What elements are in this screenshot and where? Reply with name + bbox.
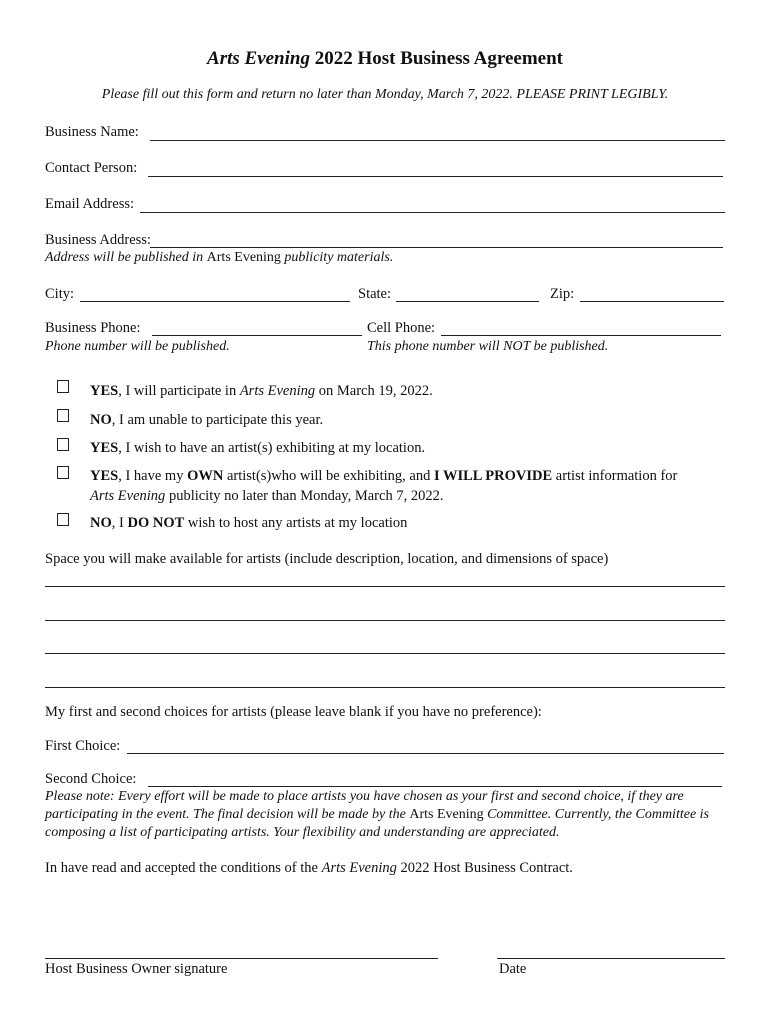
signature-line[interactable]	[45, 958, 438, 959]
opt5-bold1: NO	[90, 515, 112, 531]
placement-note	[45, 788, 725, 842]
option-label-2	[90, 412, 323, 429]
option-checkbox-4[interactable]	[57, 466, 69, 479]
business-address-field[interactable]	[150, 247, 723, 248]
opt4-italic: Arts Evening	[90, 488, 166, 504]
option-label-1	[90, 383, 433, 400]
opt1-bold: YES	[90, 383, 119, 399]
opt1-italic: Arts Evening	[239, 383, 316, 399]
space-line-2[interactable]	[45, 620, 725, 621]
acceptance-statement	[45, 860, 573, 877]
option-checkbox-3[interactable]	[57, 438, 69, 451]
opt4-text2: artist(s)who will be exhibiting, and	[223, 468, 434, 484]
title-rest: 2022 Host Business Agreement	[309, 48, 563, 69]
opt4-bold3: I WILL PROVIDE	[433, 468, 553, 484]
option-checkbox-1[interactable]	[57, 380, 69, 393]
cell-phone-field[interactable]	[441, 335, 721, 336]
state-field[interactable]	[396, 301, 539, 302]
business-address-label: Business Address:	[45, 232, 151, 248]
second-choice-field[interactable]	[148, 786, 722, 787]
business-phone-note: Phone number will be published.	[45, 339, 230, 354]
opt2-bold: NO	[90, 412, 112, 428]
city-label: City:	[45, 286, 75, 302]
opt4-text4: publicity no later than Monday, March 7, 2022.	[165, 488, 444, 504]
space-line-3[interactable]	[45, 653, 725, 654]
contact-person-field[interactable]	[148, 176, 723, 177]
first-choice-label: First Choice:	[45, 738, 121, 754]
instructions: Please fill out this form and return no later than Monday, March 7, 2022. PLEASE PRINT LEGIBLY.	[101, 87, 669, 102]
opt1-text1: , I will participate in	[118, 383, 240, 399]
cell-phone-note: This phone number will NOT be published.	[367, 339, 609, 354]
option-label-3	[90, 440, 425, 457]
zip-field[interactable]	[580, 301, 724, 302]
option-label-4	[90, 468, 677, 485]
opt4-text3: artist information for	[552, 468, 678, 484]
second-choice-label: Second Choice:	[45, 771, 137, 787]
city-field[interactable]	[80, 301, 350, 302]
title-italic: Arts Evening	[207, 48, 310, 69]
opt3-bold: YES	[90, 440, 119, 456]
opt5-text1: , I	[111, 515, 128, 531]
choices-prompt: My first and second choices for artists (please leave blank if you have no preference):	[45, 704, 542, 720]
business-name-field[interactable]	[150, 140, 725, 141]
opt5-bold2: DO NOT	[127, 515, 185, 531]
note-text-c: Committee. Currently, the Committee is composing a list of participating artists. Your flexibility and understanding are appreciated.	[45, 807, 709, 840]
option-checkbox-2[interactable]	[57, 409, 69, 422]
cell-phone-label: Cell Phone:	[367, 320, 436, 336]
contact-person-label: Contact Person:	[45, 160, 138, 176]
opt4-text1: , I have my	[118, 468, 188, 484]
opt4-bold1: YES	[90, 468, 119, 484]
space-line-1[interactable]	[45, 586, 725, 587]
option-label-5	[90, 515, 407, 532]
accept-text-a: In have read and accepted the conditions of the	[45, 860, 322, 876]
opt3-text1: , I wish to have an artist(s) exhibiting at my location.	[118, 440, 426, 456]
date-label: Date	[499, 961, 527, 977]
address-note-c: publicity materials.	[280, 250, 394, 265]
address-note-a: Address will be published in	[45, 250, 207, 265]
accept-text-c: 2022 Host Business Contract.	[396, 860, 573, 876]
opt5-text2: wish to host any artists at my location	[184, 515, 408, 531]
note-text-a: Please note: Every effort will be made to place artists you have chosen as your first and second choice, if they are participating in the event. The final decision will be made by the	[45, 789, 684, 822]
opt1-text2: on March 19, 2022.	[315, 383, 433, 399]
zip-label: Zip:	[550, 286, 575, 302]
first-choice-field[interactable]	[127, 753, 724, 754]
business-phone-label: Business Phone:	[45, 320, 141, 336]
business-name-label: Business Name:	[45, 124, 139, 140]
opt2-text1: , I am unable to participate this year.	[111, 412, 324, 428]
address-note	[45, 250, 393, 266]
address-note-b: Arts Evening	[206, 250, 281, 265]
signature-label: Host Business Owner signature	[45, 961, 228, 977]
accept-text-b: Arts Evening	[321, 860, 397, 876]
space-line-4[interactable]	[45, 687, 725, 688]
date-line[interactable]	[497, 958, 725, 959]
space-prompt: Space you will make available for artists (include description, location, and dimensions of space)	[45, 551, 609, 567]
email-address-field[interactable]	[140, 212, 725, 213]
page-title	[0, 48, 770, 70]
business-phone-field[interactable]	[152, 335, 362, 336]
email-address-label: Email Address:	[45, 196, 135, 212]
option-label-4-line2	[90, 488, 443, 505]
note-text-b: Arts Evening	[409, 807, 484, 822]
option-checkbox-5[interactable]	[57, 513, 69, 526]
opt4-bold2: OWN	[187, 468, 224, 484]
state-label: State:	[358, 286, 392, 302]
